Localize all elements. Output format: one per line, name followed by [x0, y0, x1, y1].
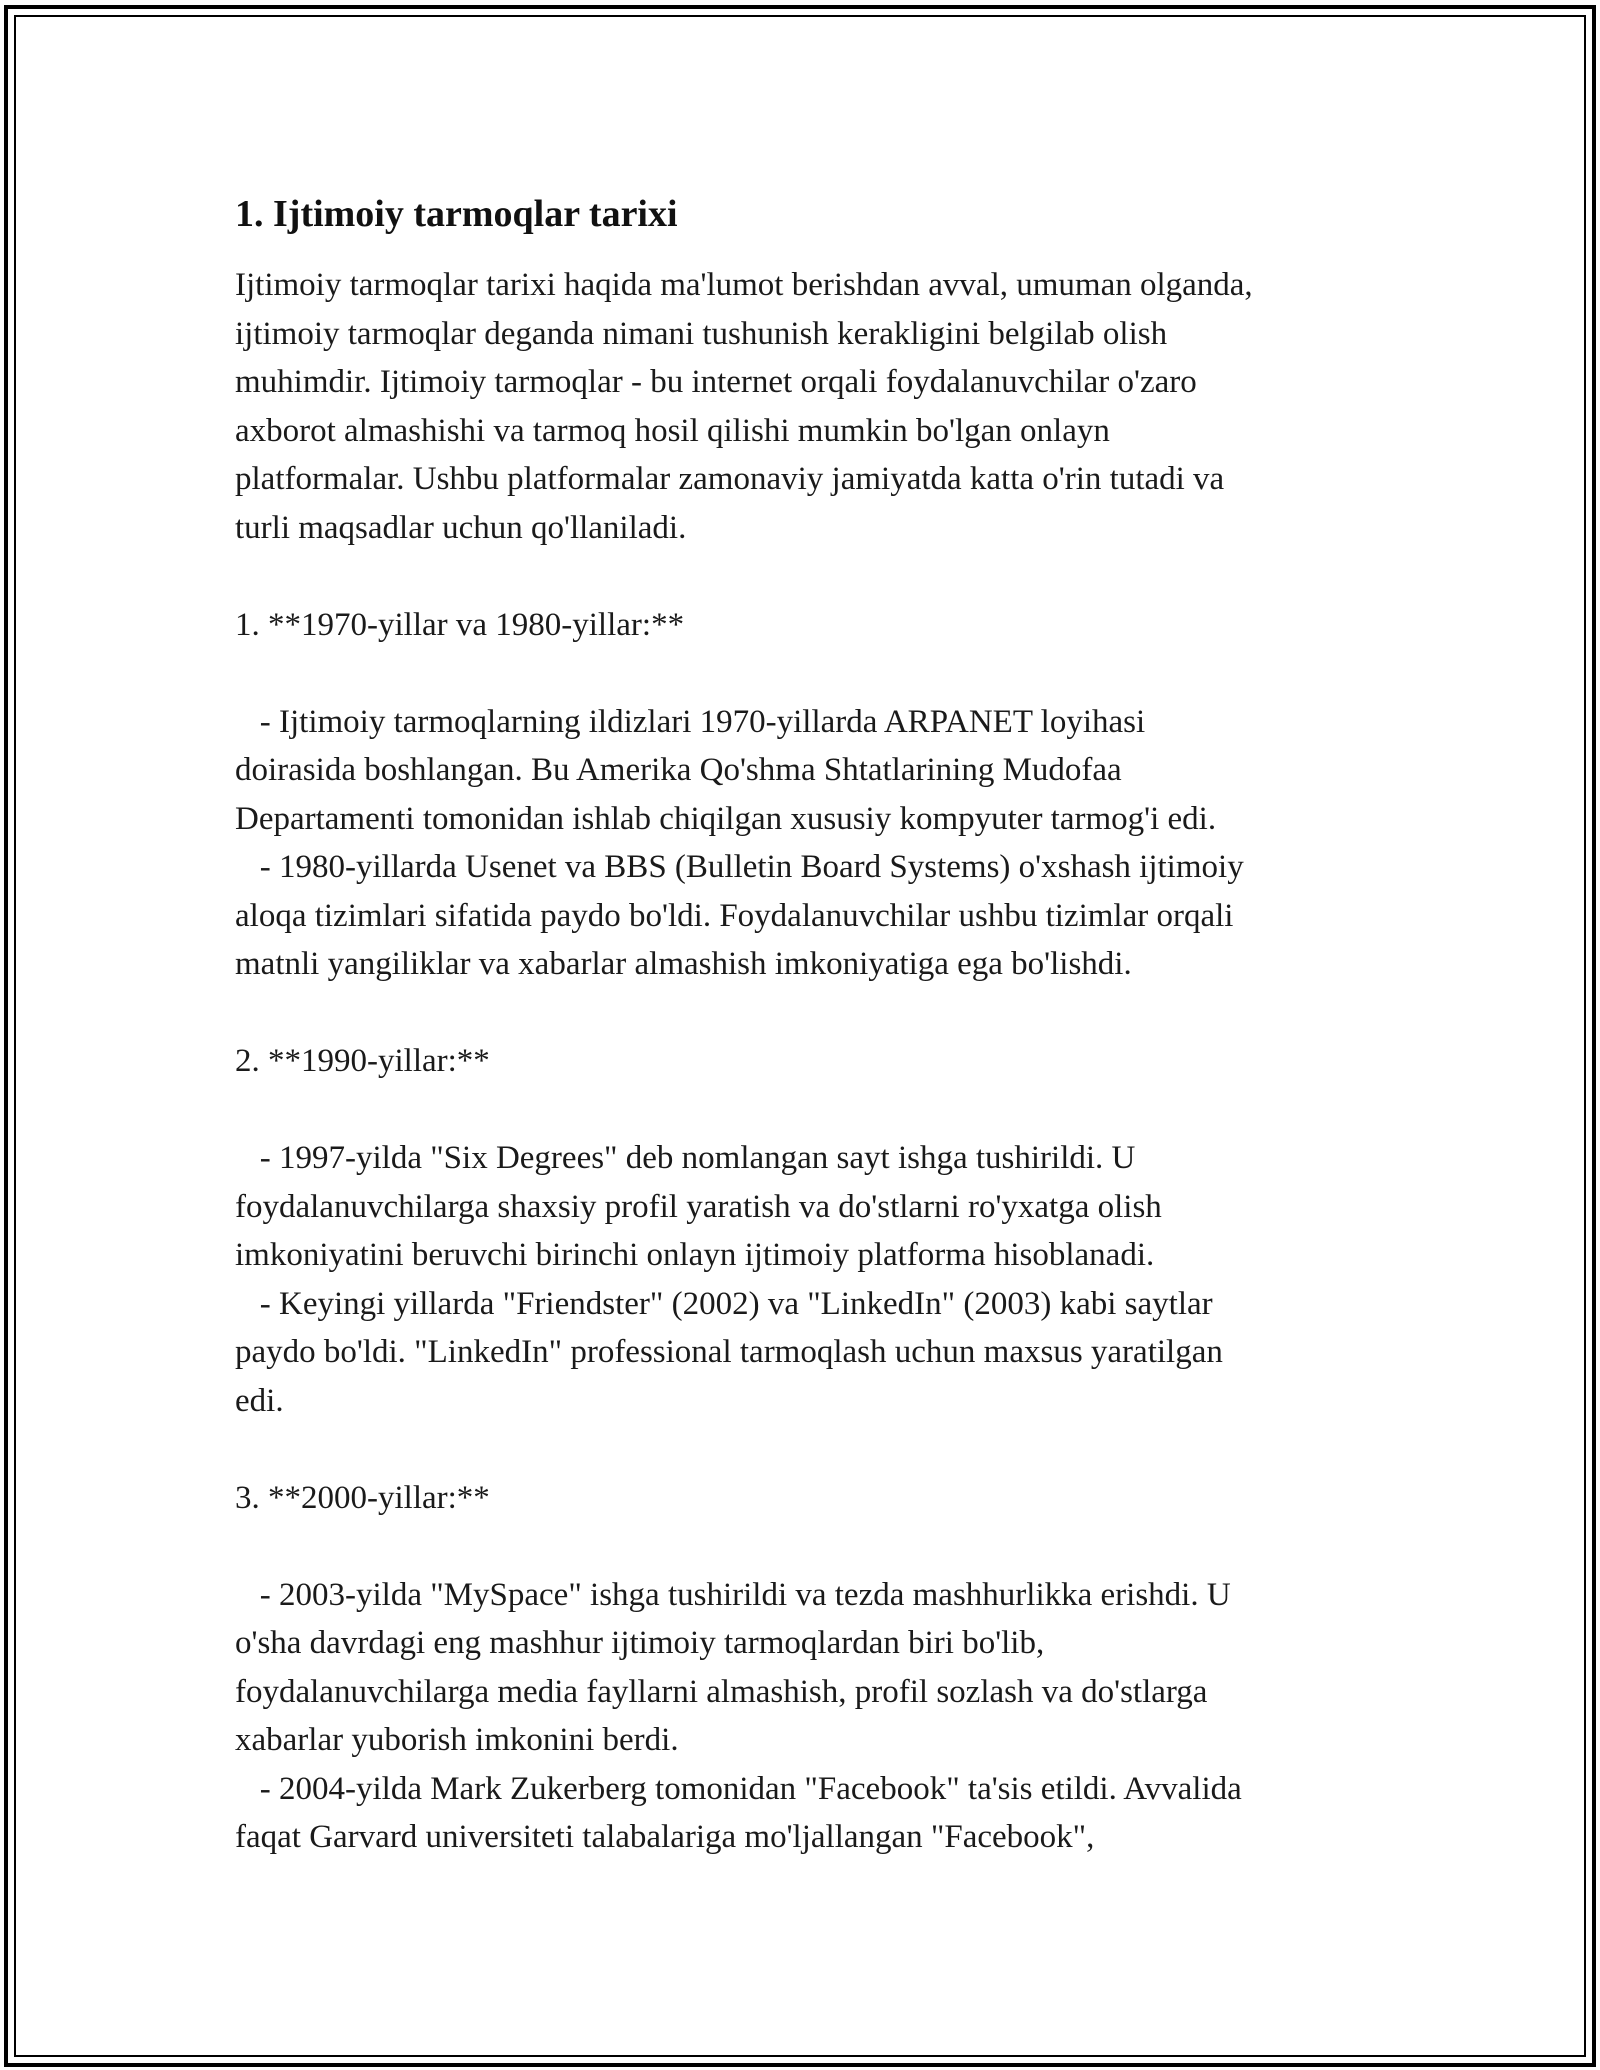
text-line: turli maqsadlar uchun qo'llaniladi. — [235, 509, 687, 546]
text-line: xabarlar yuborish imkonini berdi. — [235, 1722, 679, 1758]
blank-line — [235, 1522, 1385, 1571]
text-line: axborot almashishi va tarmoq hosil qilishi mumkin bo'lgan onlayn — [235, 412, 1110, 449]
text-line: - Keyingi yillarda "Friendster" (2002) va "LinkedIn" (2003) kabi saytlar — [235, 1285, 1213, 1322]
text-line: muhimdir. Ijtimoiy tarmoqlar - bu internet orqali foydalanuvchilar o'zaro — [235, 364, 1197, 400]
text-line: - 1997-yilda "Six Degrees" deb nomlangan sayt ishga tushirildi. U — [235, 1140, 1136, 1176]
text-line: 3. **2000-yillar:** — [235, 1479, 490, 1516]
text-line: Ijtimoiy tarmoqlar tarixi haqida ma'lumot berishdan avval, umuman olganda, — [235, 267, 1253, 303]
text-line: platformalar. Ushbu platformalar zamonaviy jamiyatda katta o'rin tutadi va — [235, 461, 1225, 497]
text-line: imkoniyatini beruvchi birinchi onlayn ijtimoiy platforma hisoblanadi. — [235, 1237, 1155, 1273]
text-line: 2. **1990-yillar:** — [235, 1043, 490, 1079]
section-heading: 1. Ijtimoiy tarmoqlar tarixi — [235, 193, 678, 235]
blank-line — [235, 552, 1385, 601]
blank-line — [235, 1425, 1385, 1474]
text-line: foydalanuvchilarga media fayllarni almashish, profil sozlash va do'stlarga — [235, 1673, 1208, 1710]
text-line: Departamenti tomonidan ishlab chiqilgan xususiy kompyuter tarmog'i edi. — [235, 800, 1217, 837]
text-line: ijtimoiy tarmoqlar deganda nimani tushunish kerakligini belgilab olish — [235, 315, 1168, 352]
text-line: o'sha davrdagi eng mashhur ijtimoiy tarmoqlardan biri bo'lib, — [235, 1625, 1045, 1661]
text-line: - 2004-yilda Mark Zukerberg tomonidan "Facebook" ta'sis etildi. Avvalida — [235, 1770, 1242, 1807]
text-line: - Ijtimoiy tarmoqlarning ildizlari 1970-yillarda ARPANET loyihasi — [235, 703, 1146, 740]
text-line: foydalanuvchilarga shaxsiy profil yaratish va do'stlarni ro'yxatga olish — [235, 1188, 1162, 1225]
document-body — [235, 261, 1385, 1862]
text-line: edi. — [235, 1382, 284, 1419]
text-line: matnli yangiliklar va xabarlar almashish imkoniyatiga ega bo'lishdi. — [235, 946, 1132, 982]
text-line: aloqa tizimlari sifatida paydo bo'ldi. Foydalanuvchilar ushbu tizimlar orqali — [235, 897, 1234, 934]
blank-line — [235, 1086, 1385, 1135]
text-line: faqat Garvard universiteti talabalariga mo'ljallangan "Facebook", — [235, 1819, 1095, 1855]
text-line: 1. **1970-yillar va 1980-yillar:** — [235, 606, 685, 643]
text-line: - 2003-yilda "MySpace" ishga tushirildi va tezda mashhurlikka erishdi. U — [235, 1576, 1231, 1613]
blank-line — [235, 649, 1385, 698]
text-line: paydo bo'ldi. "LinkedIn" professional tarmoqlash uchun maxsus yaratilgan — [235, 1334, 1223, 1370]
text-line: doirasida boshlangan. Bu Amerika Qo'shma Shtatlarining Mudofaa — [235, 752, 1122, 788]
document-page — [235, 190, 1385, 1862]
text-line: - 1980-yillarda Usenet va BBS (Bulletin Board Systems) o'xshash ijtimoiy — [235, 849, 1244, 885]
blank-line — [235, 989, 1385, 1038]
